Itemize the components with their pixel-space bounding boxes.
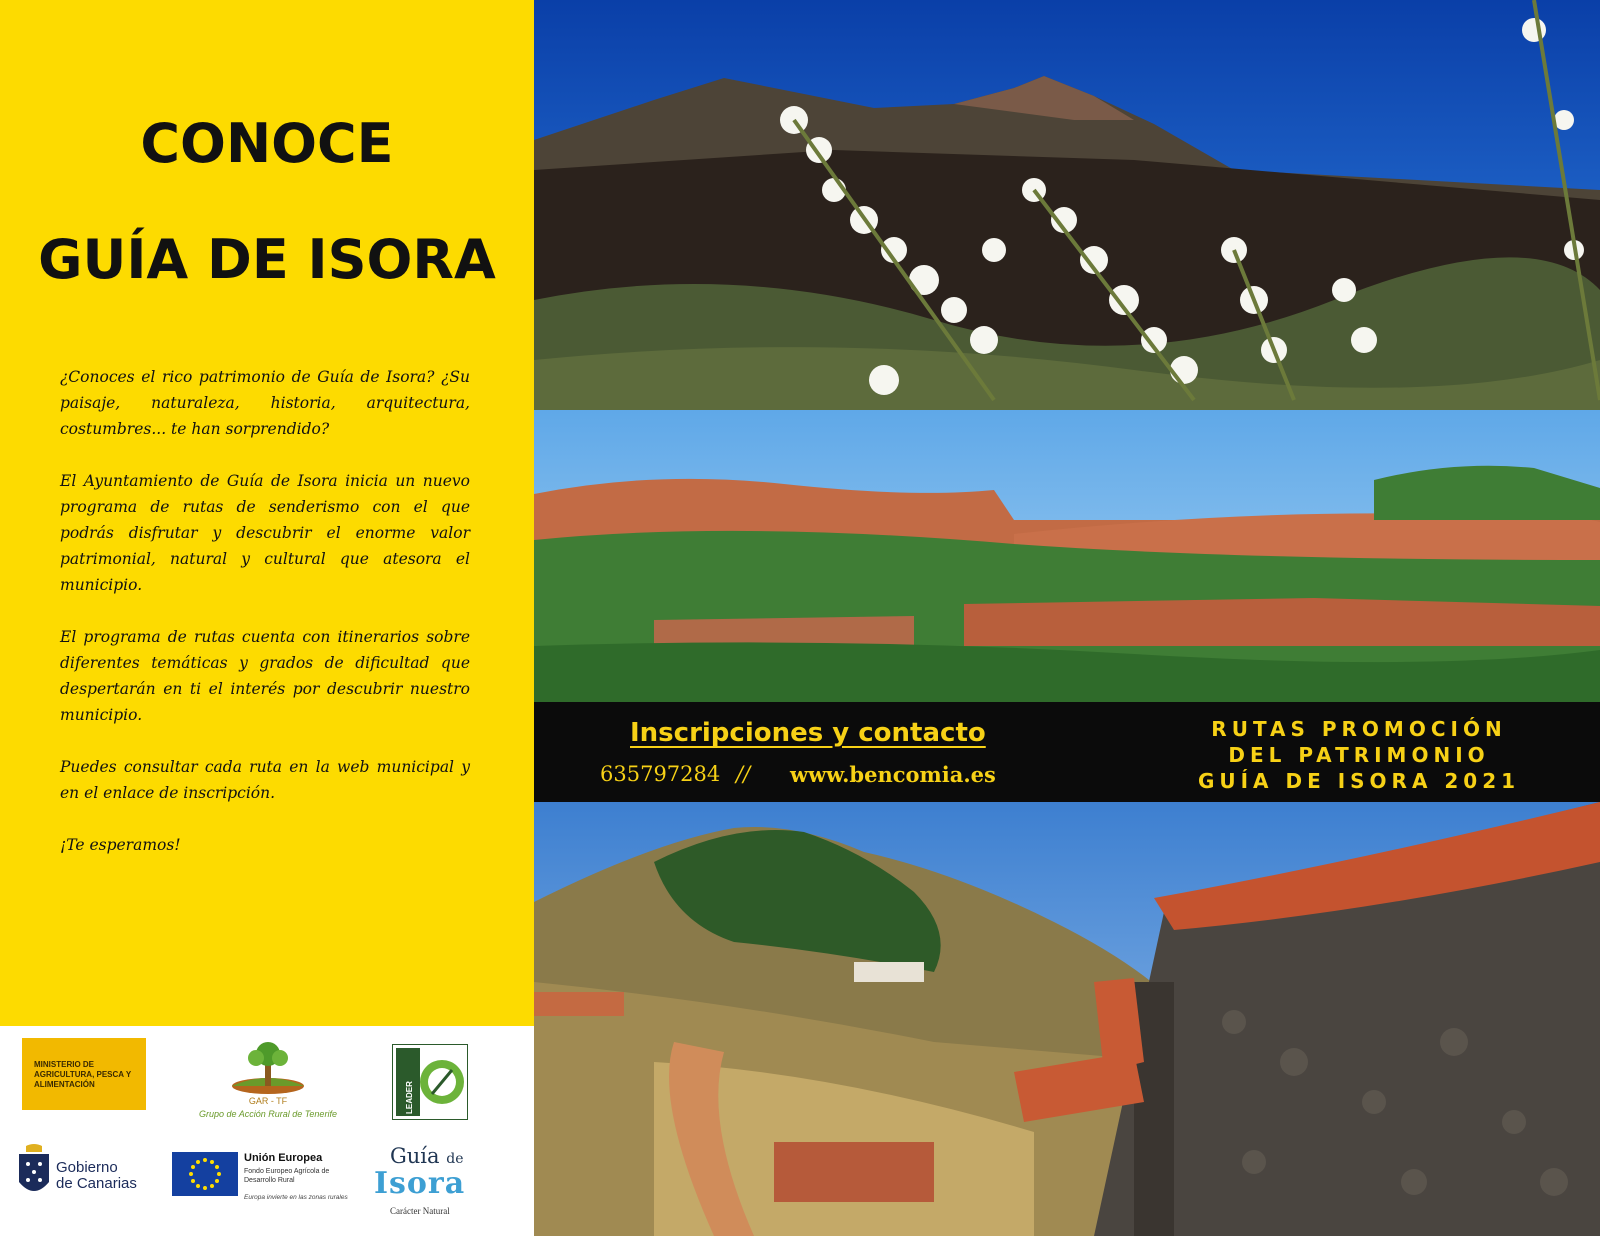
isora-guia — [390, 1144, 463, 1168]
coat-of-arms-icon — [16, 1142, 52, 1202]
ue-title: Unión Europea — [244, 1152, 323, 1164]
gar-tf-logo — [196, 1040, 340, 1132]
gobierno-line-1: Gobierno — [56, 1159, 118, 1176]
paragraph-1: ¿Conoces el rico patrimonio de Guía de Isora? ¿Su paisaje, naturaleza, historia, arquitectura, costumbres... te han sorprendido? — [60, 368, 470, 438]
paragraph-2: El Ayuntamiento de Guía de Isora inicia un nuevo programa de rutas de senderismo con el que podrás disfrutar y descubrir el enorme valor patrimonial, natural y cultural que atesora el municipio. — [60, 472, 470, 594]
paragraph-4: Puedes consultar cada ruta en la web municipal y en el enlace de inscripción. — [60, 758, 470, 802]
eu-flag-icon — [172, 1152, 238, 1196]
title-line-2: GUÍA DE ISORA — [38, 228, 496, 291]
contact-banner — [534, 702, 1600, 802]
ministerio-logo — [22, 1038, 146, 1110]
paragraph-5: ¡Te esperamos! — [60, 836, 181, 854]
leader-logo — [392, 1044, 468, 1120]
isora-guia-word: Guía — [390, 1144, 440, 1168]
guia-de-isora-logo — [374, 1144, 490, 1224]
isora-de-word: de — [446, 1151, 464, 1167]
gobierno-canarias-logo — [16, 1142, 166, 1202]
intro-text — [60, 364, 470, 884]
village-hill-photo — [534, 802, 1600, 1236]
tree-logo-icon — [196, 1040, 340, 1096]
gar-name: GAR - TF — [248, 1096, 288, 1106]
gobierno-line-2: de Canarias — [56, 1175, 137, 1192]
gobierno-label — [56, 1160, 137, 1192]
ministerio-label: MINISTERIO DE AGRICULTURA, PESCA Y ALIMENTACIÓN — [34, 1060, 132, 1089]
ue-motto: Europa invierte en las zonas rurales — [244, 1194, 348, 1201]
contact-separator: // — [736, 762, 751, 786]
contact-website[interactable]: www.bencomia.es — [790, 762, 996, 787]
gar-subtitle: Grupo de Acción Rural de Tenerife — [199, 1109, 337, 1119]
stone-walls-photo — [534, 410, 1600, 702]
contact-phone[interactable]: 635797284 — [600, 762, 721, 786]
program-title-line-2: DEL PATRIMONIO — [1228, 743, 1490, 767]
isora-tagline: Carácter Natural — [390, 1206, 450, 1216]
program-title — [1124, 716, 1594, 794]
ue-fondo: Fondo Europeo Agrícola de Desarrollo Rural — [244, 1168, 330, 1184]
program-title-line-1: RUTAS PROMOCIÓN — [1211, 717, 1507, 741]
intro-panel — [0, 0, 534, 1026]
leader-icon — [392, 1044, 468, 1120]
contact-heading[interactable]: Inscripciones y contacto — [630, 718, 986, 748]
teide-flowers-photo — [534, 0, 1600, 410]
sponsor-logos — [0, 1026, 534, 1236]
paragraph-3: El programa de rutas cuenta con itinerarios sobre diferentes temáticas y grados de dificultad que despertarán en ti el interés por descubrir nuestro municipio. — [60, 628, 470, 724]
program-title-line-3: GUÍA DE ISORA 2021 — [1197, 769, 1521, 793]
leader-label: LEADER — [405, 1081, 414, 1114]
union-europea-logo — [172, 1152, 362, 1210]
isora-name: Isora — [374, 1166, 466, 1201]
title-line-1: CONOCE — [140, 112, 394, 175]
